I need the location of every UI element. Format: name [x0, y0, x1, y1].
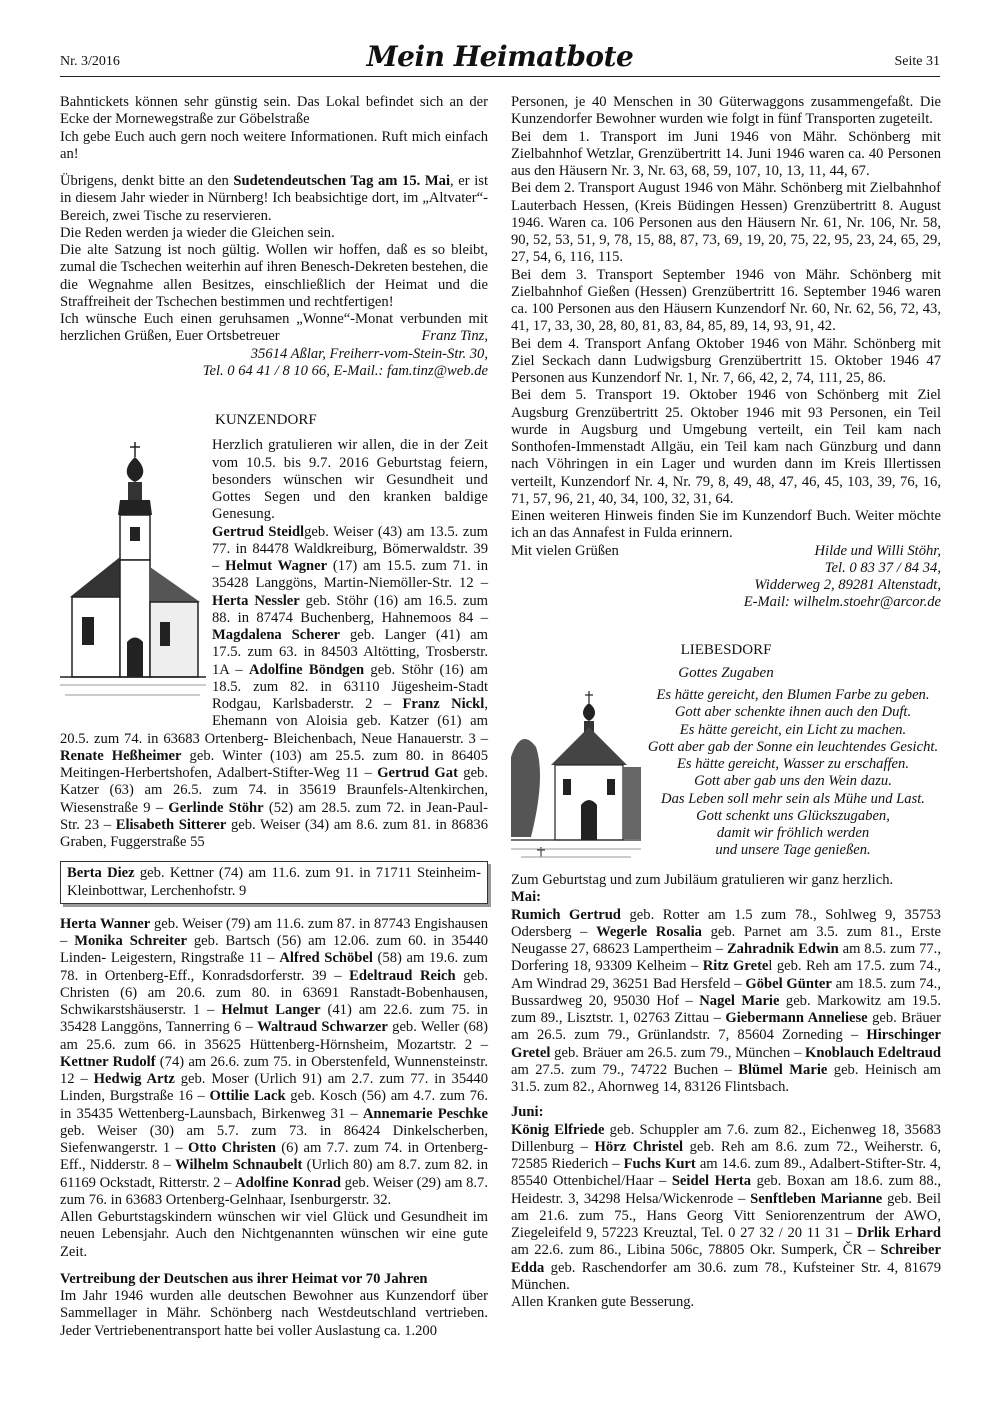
- paragraph: Bei dem 5. Transport 19. Oktober 1946 von Schönberg mit Ziel Augsburg Grenzübertritt 25. Oktober 1946 mit 93 Personen, ein Teil wurde in Augsburg und Umgebung verteilt, ein Teil kam nach Sonthofen-Immenstadt Allgäu, ein Teil kam nach Günzburg und dann nach Vöhringen in ein Lager und wurden dann im Kreis Illertissen verteilt, Kunzendorf Nr. 4, Nr. 79, 8, 49, 48, 47, 46, 45, 103, 39, 76, 16, 71, 57, 96, 21, 40, 34, 100, 32, 31, 64.: [511, 387, 941, 507]
- birthday-list: [60, 916, 488, 1209]
- person-name: Otto Christen: [188, 1140, 276, 1156]
- person-name: Giebermann Anneliese: [725, 1010, 868, 1026]
- entry-detail: geb. Weiser (79) am 11.6. zum 87. in 87743 Engishausen –: [60, 915, 488, 949]
- person-name: Elisabeth Sitterer: [115, 816, 227, 833]
- person-name: Herta Wanner: [60, 915, 151, 932]
- church-illustration: [60, 437, 206, 717]
- paragraph: Bahntickets können sehr günstig sein. Das Lokal befindet sich an der Ecke der Mornewegstraße zur Göbelstraße: [60, 94, 488, 128]
- entry-detail: geb. Bartsch (56) am 12.06. zum 60. in 35440 Linden- Leigestern, Ringstraße 11 –: [60, 933, 489, 967]
- entry-detail: geb. Bräuer am 26.5. zum 79., München –: [550, 1044, 806, 1061]
- paragraph: Einen weiteren Hinweis finden Sie im Kunzendorf Buch. Weiter möchte ich an das Annafest in Fulda erinnern.: [511, 508, 941, 542]
- person-name: Fuchs Kurt: [623, 1156, 696, 1172]
- entry-detail: geb. Christen (6) am 20.6. zum 80. in 63691 Ranstadt-Bobenhausen, Schwikarstshäuserstr. 1 –: [60, 967, 488, 1018]
- person-name: Alfred Schöbel: [279, 950, 373, 967]
- entry-detail: am 27.5. zum 79., 74722 Buchen –: [511, 1061, 739, 1078]
- person-name: Hedwig Artz: [93, 1071, 175, 1087]
- paragraph: Allen Geburtstagskindern wünschen wir viel Glück und Gesundheit im neuen Lebensjahr. Auch den Nichtgenannten wünschen wir eine gute Zeit.: [60, 1209, 488, 1260]
- entry-detail: l geb. Reh am 17.5. zum 74., Am Windrad 29, 36251 Bad Hersfeld –: [511, 958, 942, 992]
- entry-detail: geb. Raschendorfer am 30.6. zum 78., Kufsteiner Str. 4, 81679 München.: [511, 1259, 941, 1293]
- entry-detail: geb. Parnet am 3.5. zum 81., Erste Neugasse 27, 68623 Lampertheim –: [511, 923, 941, 957]
- highlight-box: Berta Diez geb. Kettner (74) am 11.6. zum 91. in 71711 Steinheim-Kleinbottwar, Lerchenhofstr. 9: [60, 861, 488, 904]
- entry-detail: , Ehemann von Aloisia geb. Katzer (61) am 20.5. zum 74. in 63683 Ortenberg- Bleichenbach, Neue Hanauerstr. 3 –: [60, 696, 488, 747]
- person-name: Kettner Rudolf: [60, 1053, 156, 1070]
- person-name: Waltraud Schwarzer: [257, 1019, 388, 1036]
- person-name: Adolfine Böndgen: [249, 661, 365, 678]
- month-heading-mai: Mai:: [511, 889, 541, 906]
- person-name: Wilhelm Schnaubelt: [175, 1157, 303, 1174]
- person-name: Hirschinger Gretel: [511, 1027, 941, 1061]
- entry-detail: geb. Reh am 8.6. zum 72., Weiherstr. 6, 72585 Riederich –: [511, 1138, 941, 1172]
- signature-line: 35614 Aßlar, Freiherr-vom-Stein-Str. 30,: [250, 345, 488, 362]
- person-name: König Elfriede: [511, 1121, 605, 1138]
- person-name: Monika Schreiter: [74, 933, 187, 949]
- person-name: Edeltraud Reich: [349, 967, 456, 984]
- paragraph: Bei dem 4. Transport Anfang Oktober 1946 von Mähr. Schönberg mit Ziel Seckach dann Ludwigsburg Grenzübertritt 15. Oktober 1946 47 Personen aus Kunzendorf Nr. 1, Nr. 7, 66, 42, 2, 74, 111, 25, 86.: [511, 335, 941, 386]
- poem-line: Gott aber schenkte ihnen auch den Duft.: [674, 704, 912, 721]
- entry-detail: geb. Katzer (63) am 26.5. zum 74. in 35619 Braunfels-Altenkirchen, Wiesenstraße 9 –: [60, 765, 488, 816]
- paragraph: Die alte Satzung ist noch gültig. Wollen wir hoffen, daß es so bleibt, zumal die Tschechen weiterhin auf ihren Benesch-Dekreten bestehen, die die Wegnahme allen Besitzes, einschließlich der Heimat und die Straffreiheit der Tschechen bestimmen und rechtfertigen!: [60, 242, 488, 310]
- entry-detail: geb. Moser (Urlich 91) am 2.7. zum 77. in 35440 Linden, Burgstraße 16 –: [60, 1071, 489, 1105]
- person-name: Nagel Marie: [699, 992, 780, 1009]
- entry-detail: geb. Stöhr (16) am 18.5. zum 82. in 63110 Jügesheim-Stadt Rodgau, Karlsbaderstr. 2 –: [212, 661, 488, 712]
- person-name: Blümel Marie: [738, 1061, 828, 1078]
- entry-detail: geb. Weiser (34) am 8.6. zum 81. in 86836 Graben, Fuggerstraße 55: [60, 816, 488, 850]
- page-number: Seite 31: [894, 54, 940, 69]
- entry-detail: am 8.5. zum 77., Dorfering 18, 93309 Kelheim –: [511, 941, 941, 975]
- signature-line: E-Mail: wilhelm.stoehr@arcor.de: [743, 594, 941, 611]
- poem-line: Gott aber gab der Sonne ein leuchtendes Gesicht.: [647, 738, 939, 755]
- section-heading-liebesdorf: LIEBESDORF: [680, 641, 772, 658]
- person-name: Gertrud Gat: [377, 765, 458, 781]
- person-name: Göbel Günter: [745, 975, 832, 992]
- person-name: Helmut Langer: [221, 1002, 321, 1018]
- signature-line: Tel. 0 83 37 / 84 34,: [824, 559, 941, 576]
- paragraph: Übrigens, denkt bitte an den Sudetendeutschen Tag am 15. Mai, er ist in diesem Jahr wieder in Nürnberg! Ich beabsichtige dort, im „Altvater“-Bereich, zwei Tische zu reservieren.: [60, 173, 489, 224]
- entry-detail: (58) am 19.6. zum 78. in Ortenberg-Eff., Konradsdorferstr. 39 –: [60, 950, 488, 984]
- person-name: Adolfine Konrad: [235, 1174, 341, 1191]
- entry-detail: geb. Beil am 21.6. zum 75., Hans Georg Vitt Seniorenzentrum der AWO, Ziegeleifeld 9, 57223 Kreuztal, Tel. 0 27 32 / 20 11 31 –: [511, 1190, 941, 1241]
- kunzendorf-intro: Herzlich gratulieren wir allen, die in der Zeit vom 10.5. bis 9.7. 2016 Geburtstag feiern, besonders wünschen wir Gesundheit und Gottes Segen und den kranken baldige Genesung.: [212, 437, 488, 523]
- entry-detail: (Urlich 80) am 8.7. zum 82. in 61169 Ockstadt, Ritterstr. 2 –: [60, 1157, 489, 1191]
- paragraph: Bei dem 2. Transport August 1946 von Mähr. Schönberg mit Zielbahnhof Lauterbach Hessen, (Kreis Büdingen Hessen) Grenzübertritt 8. August 1946. Waren ca. 106 Personen aus den Häusern Nr. 61, Nr. 106, Nr. 58, 90, 52, 53, 51, 9, 78, 15, 88, 87, 73, 69, 19, 20, 75, 22, 95, 23, 24, 65, 29, 27, 54, 6, 116, 115.: [511, 180, 941, 266]
- entry-detail: (52) am 28.5. zum 72. in Jean-Paul-Str. 23 –: [60, 799, 488, 833]
- paragraph: Die Reden werden ja wieder die Gleichen sein.: [60, 224, 335, 241]
- person-name: Senftleben Marianne: [750, 1190, 883, 1207]
- paragraph: Zum Geburtstag und zum Jubiläum gratulieren wir ganz herzlich.: [511, 872, 894, 888]
- person-name: Gerlinde Stöhr: [168, 799, 264, 816]
- entry-detail: geb. Langer (41) am 17.5. zum 63. in 84503 Altötting, Trosberstr. 1A –: [212, 627, 488, 678]
- person-name: Annemarie Peschke: [362, 1105, 488, 1122]
- person-name: Wegerle Rosalia: [596, 923, 702, 940]
- entry-detail: geb. Kosch (56) am 4.7. zum 76. in 35435 Wettenberg-Launsbach, Birkenweg 31 –: [60, 1088, 488, 1122]
- entry-detail: (41) am 22.6. zum 75. in 35428 Langgöns, Tannerring 6 –: [60, 1002, 488, 1036]
- person-name: Seidel Herta: [671, 1173, 752, 1190]
- entry-detail: geb. Boxan am 18.6. zum 88., Heidestr. 3, 34298 Helsa/Wickenrode –: [511, 1173, 942, 1207]
- paragraph: Bei dem 3. Transport September 1946 von Mähr. Schönberg mit Zielbahnhof Gießen (Hessen) Grenzübertritt 16. September 1946 waren ca. 100 Personen aus den Häusern Kunzendorf Nr. 60, Nr. 62, 56, 72, 43, 41, 17, 33, 30, 28, 80, 81, 83, 84, 85, 89, 14, 93, 91, 42.: [511, 266, 941, 335]
- entry-detail: geb. Schuppler am 7.6. zum 82., Eichenweg 18, 35683 Dillenburg –: [511, 1121, 941, 1155]
- chapel-illustration: [511, 687, 641, 862]
- person-name: Franz Nickl: [402, 696, 485, 712]
- poem-line: damit wir fröhlich werden: [716, 825, 870, 841]
- paragraph: Allen Kranken gute Besserung.: [511, 1294, 695, 1310]
- entry-detail: geb. Winter (103) am 25.5. zum 80. in 86405 Meitingen-Herbertshofen, Adalbert-Stifter-Weg 11 –: [60, 747, 489, 781]
- paragraph: Ich wünsche Euch einen geruhsamen „Wonne“-Monat verbunden mit herzlichen Grüßen, Euer Ortsbetreuer Franz Tinz,: [60, 311, 488, 345]
- poem-line: Das Leben soll mehr sein als Mühe und Last.: [661, 790, 925, 807]
- person-name: Herta Nessler: [212, 592, 300, 609]
- paragraph: Bei dem 1. Transport im Juni 1946 von Mähr. Schönberg mit Zielbahnhof Wetzlar, Grenzübertritt 14. Juni 1946 waren ca. 40 Personen aus den Häusern Nr. 3, Nr. 63, 68, 59, 107, 10, 13, 11, 44, 67.: [511, 128, 941, 179]
- section-heading-vertreibung: Vertreibung der Deutschen aus ihrer Heimat vor 70 Jahren: [60, 1270, 428, 1287]
- entry-detail: geb. Weiser (29) am 8.7. zum 76. in 63683 Ortenberg-Gelnhaar, Isenburgerstr. 32.: [60, 1174, 489, 1208]
- paragraph: Im Jahr 1946 wurden alle deutschen Bewohner aus Kunzendorf über Sammellager in Mähr. Schönberg nach Westdeutschland vertrieben. Jeder Vertriebenentransport hatte bei voller Auslastung ca. 1.200: [60, 1288, 488, 1339]
- person-name: Ottilie Lack: [209, 1088, 286, 1105]
- paragraph: Ich gebe Euch auch gern noch weitere Informationen. Ruft mich einfach an!: [60, 128, 488, 162]
- section-heading-kunzendorf: KUNZENDORF: [215, 412, 317, 428]
- entry-detail: geb. Rotter am 1.5 zum 78., Sohlweg 9, 35753 Odersberg –: [511, 906, 941, 940]
- month-heading-juni: Juni:: [511, 1104, 544, 1121]
- person-name: Zahradnik Edwin: [726, 941, 839, 957]
- birthday-list: [511, 907, 941, 1097]
- person-name: Ritz Grete: [702, 958, 769, 975]
- paragraph: Personen, je 40 Menschen in 30 Güterwaggons zusammengefaßt. Die Kunzendorfer Bewohner wurden wie folgt in fünf Transporten zugeteilt.: [511, 94, 941, 128]
- poem-line: und unsere Tage genießen.: [715, 842, 871, 859]
- entry-detail: geb. Bräuer am 26.5. zum 79., Grünlandstr. 7, 85604 Zorneding –: [511, 1010, 941, 1044]
- entry-detail: geb. Markowitz am 19.5. zum 89., Lisztstr. 1, 02763 Zittau –: [511, 992, 941, 1026]
- poem-line: Es hätte gereicht, ein Licht zu machen.: [679, 721, 907, 738]
- person-name: Knoblauch Edeltraud: [805, 1044, 941, 1061]
- entry-detail: (74) am 26.6. zum 75. in Oberstenfeld, Wunnensteinstr. 12 –: [60, 1053, 488, 1087]
- entry-detail: geb. Weller (68) am 25.6. zum 66. in 35625 Hüttenberg-Hörnsheim, Mozartstr. 2 –: [60, 1019, 488, 1053]
- poem-line: Es hätte gereicht, den Blumen Farbe zu geben.: [656, 687, 930, 703]
- person-name: Helmut Wagner: [225, 558, 328, 574]
- birthday-list: [511, 1122, 941, 1295]
- entry-detail: am 18.5. zum 74., Bussardweg 20, 95030 Hof –: [511, 975, 941, 1009]
- person-name: Hörz Christel: [594, 1138, 684, 1155]
- signature-line: Tel. 0 64 41 / 8 10 66, E-Mail.: fam.tinz@web.de: [202, 362, 488, 379]
- poem-line: Es hätte gereicht, Wasser zu erschaffen.: [677, 756, 909, 772]
- entry-detail: geb. Heinisch am 31.5. zum 82., Ahornweg 14, 83126 Flintsbach.: [511, 1061, 942, 1095]
- poem-line: Gott aber gab uns den Wein dazu.: [694, 773, 892, 790]
- masthead-logo: Mein Heimatbote: [366, 40, 634, 73]
- person-name: Drlik Erhard: [856, 1225, 941, 1241]
- paragraph: Mit vielen Grüßen Hilde und Willi Stöhr,: [511, 542, 941, 559]
- right-column: [511, 94, 941, 1311]
- entry-detail: am 14.6. zum 89., Adalbert-Stifter-Str. 4, 85540 Ottenbichel/Haar –: [511, 1156, 941, 1190]
- person-name: Magdalena Scherer: [212, 627, 341, 643]
- poem-line: Gott schenkt uns Glückszugaben,: [696, 807, 890, 824]
- issue-number: Nr. 3/2016: [60, 54, 120, 69]
- person-name: Renate Heßheimer: [60, 747, 182, 764]
- page-header: [60, 28, 940, 77]
- entry-detail: (17) am 15.5. zum 71. in 35428 Langgöns, Martin-Niemöller-Str. 12 –: [212, 558, 488, 592]
- entry-detail: am 22.6. zum 86., Libina 506c, 78805 Okr. Sumperk, ČR –: [511, 1242, 881, 1259]
- signature-line: Widderweg 2, 89281 Altenstadt,: [754, 577, 941, 593]
- entry-detail: geb. Weiser (43) am 13.5. zum 77. in 84478 Waldkreiburg, Bömerwaldstr. 39 –: [212, 523, 488, 574]
- entry-detail: (6) am 7.7. zum 74. in Ortenberg-Eff., Nidderstr. 8 –: [60, 1140, 488, 1174]
- person-name: Rumich Gertrud: [511, 906, 621, 923]
- person-name: Schreiber Edda: [511, 1242, 941, 1276]
- entry-detail: geb. Stöhr (16) am 16.5. zum 88. in 87474 Buchenberg, Hahnemoos 84 –: [212, 592, 488, 626]
- entry-detail: geb. Weiser (30) am 5.7. zum 73. in 86424 Dinkelscherben, Siefenwangerstr. 1 –: [60, 1122, 488, 1156]
- person-name: Gertrud Steidl: [212, 523, 305, 540]
- poem-title: Gottes Zugaben: [678, 664, 774, 681]
- left-column: [60, 94, 488, 1340]
